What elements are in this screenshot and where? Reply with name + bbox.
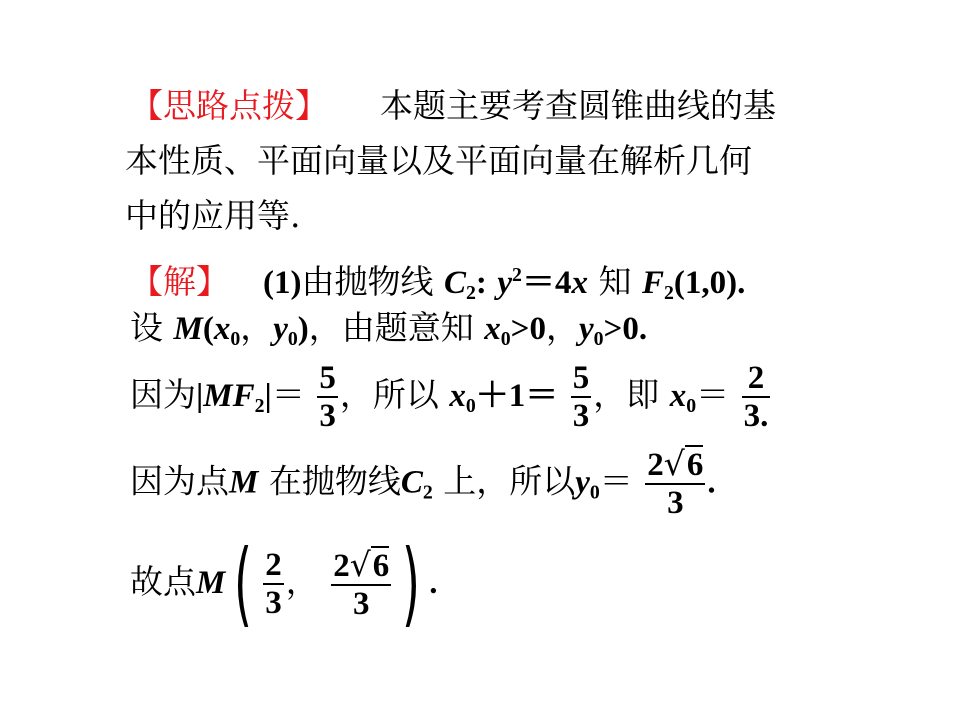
- hint-text-3: 中的应用等.: [125, 196, 301, 235]
- l3-text-c: ，即: [593, 375, 660, 414]
- curve-c: C: [443, 264, 466, 301]
- var-x: x: [571, 264, 588, 301]
- radicand: 6: [372, 547, 390, 584]
- hint-line-1: [130, 86, 776, 126]
- l1-text-b: 知: [598, 261, 632, 301]
- part-label: (1): [263, 264, 302, 301]
- hint-label: 【思路点拨】: [130, 86, 328, 125]
- frac-den: 3: [353, 585, 370, 622]
- period: .: [707, 464, 716, 501]
- frac-coef: 2: [333, 547, 350, 584]
- sub-0: 0: [287, 327, 298, 350]
- frac-den: 3: [265, 585, 282, 621]
- paren-open: (: [202, 311, 214, 347]
- plus-one-eq: ＋1＝: [475, 378, 559, 414]
- var-x0: x: [669, 378, 687, 414]
- right-paren: ): [402, 530, 421, 637]
- fraction-2-root6-3: [645, 446, 705, 521]
- sub-0: 0: [500, 327, 511, 350]
- curve-c: C: [400, 464, 423, 501]
- fraction-2-3: [742, 360, 771, 434]
- sub-0: 0: [589, 481, 600, 504]
- l4-text-c: 上，所以: [443, 461, 576, 501]
- focus-coord: (1,0).: [673, 264, 746, 301]
- abs-open: |: [196, 378, 204, 414]
- hint-line-3: [125, 196, 301, 236]
- solution-line-5: [130, 530, 438, 637]
- sqrt-symbol: √6: [663, 444, 704, 483]
- var-x0: x: [449, 378, 466, 414]
- var-x0: x: [484, 311, 501, 347]
- abs-close: |: [264, 378, 272, 414]
- l3-text-b: ，所以: [339, 375, 439, 414]
- focus-f: F: [641, 264, 664, 301]
- y-sup: 2: [512, 264, 522, 286]
- curve-c-sub: 2: [422, 481, 433, 504]
- point-m: M: [173, 311, 203, 347]
- equals: ＝: [599, 461, 633, 501]
- hint-line-2: [125, 141, 752, 181]
- var-y0: y: [273, 311, 288, 347]
- paren-close: ): [297, 311, 309, 347]
- gt-zero: >0: [510, 311, 546, 347]
- left-paren: (: [234, 530, 253, 637]
- var-x0: x: [213, 311, 231, 347]
- frac-num: 5: [572, 360, 590, 396]
- solution-line-2: [130, 308, 647, 359]
- equals: ＝: [696, 375, 730, 414]
- var-y0: y: [578, 311, 594, 347]
- fraction-5-3: [317, 360, 338, 434]
- var-y: y: [497, 264, 513, 301]
- fraction-5-3: [571, 360, 592, 434]
- equals: ＝: [271, 375, 305, 414]
- focus-f-sub: 2: [663, 281, 674, 304]
- point-m: M: [229, 464, 259, 501]
- comma: ，: [545, 308, 579, 347]
- frac-den: 3: [572, 398, 590, 434]
- hint-text-1: 本题主要考查圆锥曲线的基: [380, 86, 776, 125]
- l2-text-a: 设: [130, 308, 163, 347]
- sub-0: 0: [686, 394, 697, 417]
- hint-text-2: 本性质、平面向量以及平面向量在解析几何: [125, 141, 752, 180]
- solution-line-3: [130, 360, 772, 434]
- var-mf: MF: [203, 378, 255, 414]
- frac-den: 3.: [743, 398, 769, 434]
- solution-line-4: [130, 446, 716, 521]
- mf-sub: 2: [254, 394, 265, 417]
- frac-num: 2: [265, 547, 282, 583]
- comma: ，: [240, 308, 274, 347]
- period: .: [429, 565, 438, 601]
- frac-coef: 2: [647, 447, 664, 483]
- fraction-2-root6-3: [331, 544, 391, 622]
- solution-line-1: [130, 255, 745, 313]
- frac-num: 2: [747, 360, 765, 396]
- gt-zero: >0.: [603, 311, 648, 347]
- sub-0: 0: [230, 327, 241, 350]
- frac-den: 3: [667, 485, 684, 521]
- sub-0: 0: [593, 327, 604, 350]
- radicand: 6: [686, 447, 704, 483]
- fraction-2-3: [263, 547, 284, 621]
- frac-num: 5: [319, 360, 336, 396]
- comma: ，: [285, 562, 319, 601]
- l1-text-a: 由抛物线: [301, 261, 434, 301]
- l2-text-b: ，由题意知: [308, 308, 474, 347]
- l3-text-a: 因为: [130, 375, 196, 414]
- l4-text-b: 在抛物线: [268, 461, 401, 501]
- point-m: M: [196, 565, 226, 601]
- solution-label: 【解】: [130, 261, 229, 301]
- frac-den: 3: [319, 398, 336, 434]
- sub-0: 0: [465, 394, 476, 417]
- sqrt-symbol: √6: [349, 544, 390, 584]
- l4-text-a: 因为点: [130, 461, 229, 501]
- colon: :: [475, 264, 487, 301]
- curve-c-sub: 2: [466, 281, 476, 304]
- eq-4: ＝4: [521, 264, 572, 301]
- l5-text-a: 故点: [130, 562, 196, 601]
- var-y0: y: [575, 464, 590, 501]
